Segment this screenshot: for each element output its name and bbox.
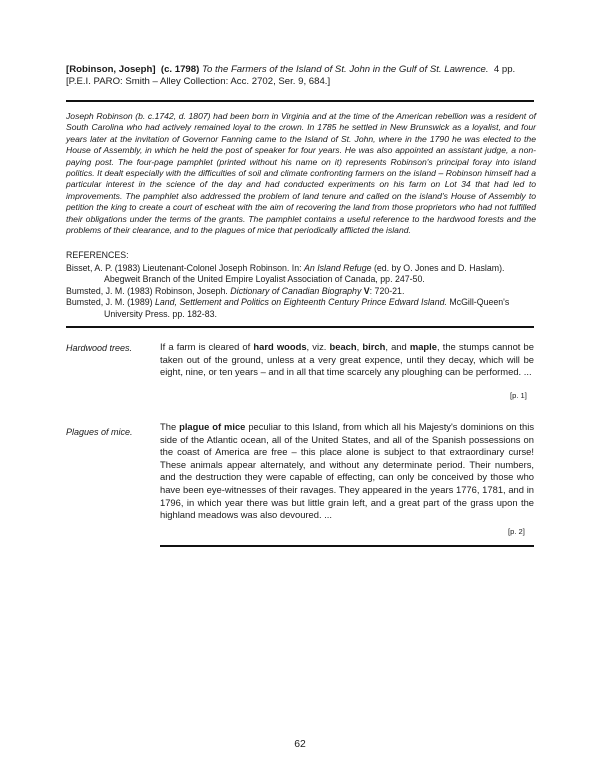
page-count: 4 pp. [493,64,516,75]
reference-item: Bisset, A. P. (1983) Lieutenant-Colonel Joseph Robinson. In: An Island Refuge (ed. by O. Jones and D. Haslam). Abegweit Branch of the United Empire Loyalist Association of Canada, pp. 247-50. [66,262,505,285]
excerpt-plagues-of-mice: The plague of mice peculiar to this Island, from which all his Majesty's dominions on this side of the Atlantic ocean, all of the United States, and all of the Spanish possessions on the coast of America are free – this place alone is subject to that extraordinary curse! These animals appear alternately, and without any determinate period. Their numbers, and the destruction they were capable of effecting, can only be conceived by those who have been eye-witnesses of their ravages. They appeared in the years 1776, 1781, and in 1796, in which year there was but little grain left, and a great part of the grass upon the highland meadows was also devoured. ... [160,421,535,521]
archive-source: [P.E.I. PARO: Smith – Alley Collection: Acc. 2702, Ser. 9, 684.] [66,76,331,88]
header-rule [66,100,534,102]
page-reference: [p. 2] [508,527,525,536]
header-line-1 [66,64,546,76]
excerpt-hardwood-trees: If a farm is cleared of hard woods, viz. beach, birch, and maple, the stumps cannot be taken out of the ground, unless at a very great expence, until they decay, which will be eight, nine, or ten years – and in all that time scarcely any ploughing can be performed. ... [160,341,534,378]
excerpt-label-hardwood: Hardwood trees. [66,343,133,353]
references-section [66,250,540,321]
abstract-paragraph: Joseph Robinson (b. c.1742, d. 1807) had been born in Virginia and at the time of the American rebellion was a resident of South Carolina who had actively remained loyal to the crown. In 1785 he settled in New Brunswick as a loyalist, and four years later at the invitation of Governor Fanning came to the Island of St. John, where in the 1790 he was elected to the House of Assembly, in which he held the post of speaker for four years. He was also appointed an assistant judge, a non-paying post. The four-page pamphlet (printed without his name on it) represents Robinson's principal foray into island politics. It dealt especially with the difficulties of soil and climate confronting farmers on the island – Robinson himself had a particular interest in the science of the day and had conducted experiments on his farm on Lot 34 that had led to improvements. The pamphlet also addressed the problem of land tenure and called on the island's House of Assembly to petition the king to create a court of escheat with the aim of recovering the land from those proprietors who had not fulfilled their obligations under the terms of the grants. The pamphlet contains a useful reference to the hardwood forests and the problems of their clearance, and to the plagues of mice that periodically afflicted the island. [66,111,536,236]
references-heading: REFERENCES: [66,250,129,260]
author-name: [Robinson, Joseph] [66,64,156,75]
page-number: 62 [294,739,306,750]
excerpt-label-mice: Plagues of mice. [66,427,133,437]
bibliographic-header [66,64,546,89]
references-rule [66,326,534,328]
reference-item: Bumsted, J. M. (1989) Land, Settlement and Politics on Eighteenth Century Prince Edward Island. McGill-Queen's University Press. pp. 182-83. [66,297,510,319]
pamphlet-title: To the Farmers of the Island of St. John in the Gulf of St. Lawrence. [201,64,489,75]
page-reference: [p. 1] [510,391,527,400]
excerpt-end-rule [160,545,534,547]
publication-date: (c. 1798) [160,64,200,75]
reference-item: Bumsted, J. M. (1983) Robinson, Joseph. Dictionary of Canadian Biography V: 720-21. [66,285,405,296]
